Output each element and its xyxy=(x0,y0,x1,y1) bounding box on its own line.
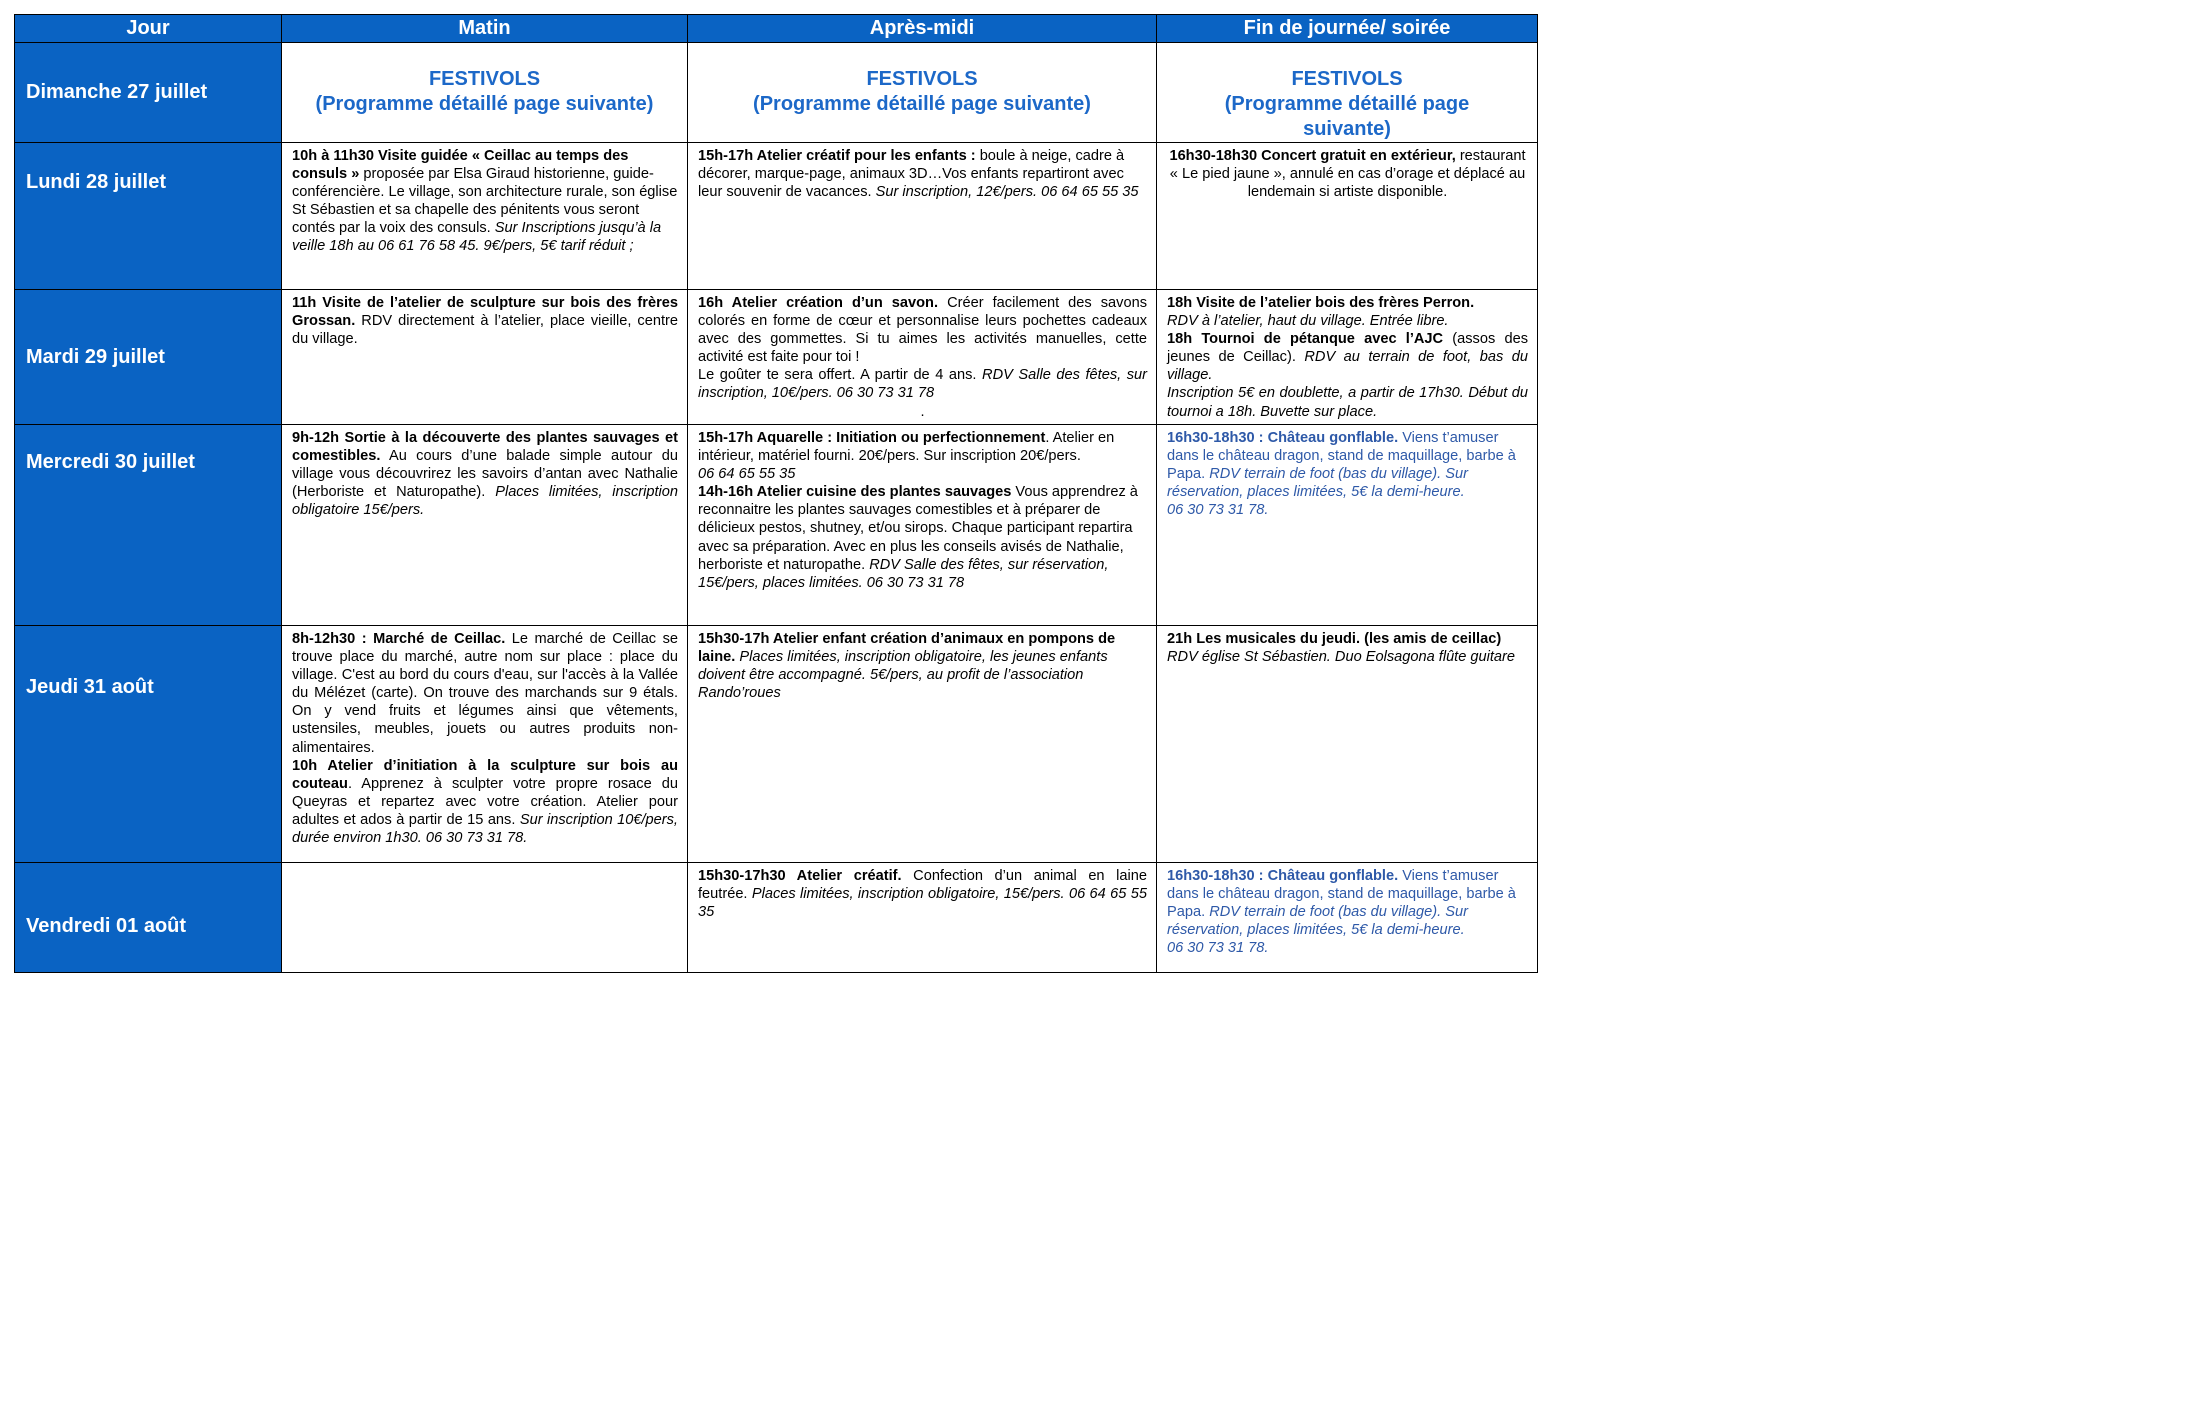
morning-cell xyxy=(282,425,688,626)
day-label: Dimanche 27 juillet xyxy=(15,43,282,143)
event-title: 18h Tournoi de pétanque avec l’AJC xyxy=(1167,331,1444,348)
event-text: Viens t’amuser dans le château dragon, stand de maquillage, barbe à Papa. xyxy=(1167,430,1516,483)
event-text: . Apprenez à sculpter votre propre rosace du Queyras et repartez avec votre création. Atelier pour adultes et ados à partir de 15 ans. xyxy=(292,775,678,828)
event-title: 15h-17h Aquarelle : Initiation ou perfectionnement xyxy=(698,430,1046,446)
event-title: 18h Visite de l’atelier bois des frères Perron. xyxy=(1167,295,1475,311)
event-info: RDV terrain de foot (bas du village). Sur réservation, places limitées, 5€ la demi-heure. xyxy=(1167,904,1468,939)
event-info: RDV à l’atelier, haut du village. Entrée libre. xyxy=(1167,313,1449,330)
festivols-title: FESTIVOLS xyxy=(866,68,978,90)
morning-cell xyxy=(282,143,688,290)
event-info: RDV au terrain de foot, bas du village. xyxy=(1167,349,1528,384)
event-title: 10h Atelier d’initiation à la sculpture sur bois au couteau xyxy=(292,757,678,792)
event-text: . Atelier en intérieur, matériel fourni. 20€/pers. Sur inscription 20€/pers. xyxy=(698,430,1115,465)
event-info: Places limitées, inscription obligatoire 15€/pers. xyxy=(292,484,678,519)
day-label: Vendredi 01 août xyxy=(15,863,282,973)
morning-cell xyxy=(282,290,688,425)
event-text: Confection d’un animal en laine feutrée. xyxy=(698,868,1147,903)
event-text: Le marché de Ceillac se trouve place du marché, autre nom sur place : place du village. C'est au bord du cours d'eau, sur l'accès à la Vallée du Mélézet (carte). On trouve des marchands sur 9 étals. On y vend fruits et légumes ainsi que vêtements, ustensiles, meubles, jouets ou autres produits non-alimentaires. xyxy=(292,631,678,756)
header-afternoon: Après-midi xyxy=(688,15,1157,43)
afternoon-cell xyxy=(688,143,1157,290)
evening-cell xyxy=(1157,626,1538,863)
schedule-table xyxy=(14,14,1538,973)
event-info: RDV Salle des fêtes, sur réservation, 15€/pers, places limitées. 06 30 73 31 78 xyxy=(698,556,1109,591)
evening-cell xyxy=(1157,425,1538,626)
event-title: 9h-12h Sortie à la découverte des plantes sauvages et comestibles. xyxy=(292,430,678,465)
event-title: 15h30-17h30 Atelier créatif. xyxy=(698,868,902,884)
day-label: Mercredi 30 juillet xyxy=(15,425,282,626)
event-title: 8h-12h30 : Marché de Ceillac. xyxy=(292,631,506,647)
table-row xyxy=(15,626,1538,863)
event-info: Sur inscription 10€/pers, durée environ 1h30. 06 30 73 31 78. xyxy=(292,811,678,847)
afternoon-cell xyxy=(688,626,1157,863)
header-day: Jour xyxy=(15,15,282,43)
event-info: Sur inscription, 12€/pers. 06 64 65 55 35 xyxy=(875,184,1139,201)
event-text: restaurant « Le pied jaune », annulé en cas d’orage et déplacé au lendemain si artiste disponible. xyxy=(1169,148,1526,201)
event-text: Créer facilement des savons colorés en forme de cœur et personnalise leurs pochettes cadeaux avec des gommettes. Si tu aimes les activités manuelles, cette activité est faite pour toi ! xyxy=(698,295,1147,366)
event-title: 14h-16h Atelier cuisine des plantes sauvages xyxy=(698,484,1012,501)
event-info: 06 64 65 55 35 xyxy=(698,466,796,483)
morning-cell xyxy=(282,43,688,143)
event-info: Sur Inscriptions jusqu’à la veille 18h au 06 61 76 58 45. 9€/pers, 5€ tarif réduit ; xyxy=(292,220,662,255)
event-title: 15h-17h Atelier créatif pour les enfants : xyxy=(698,148,976,164)
event-text: Viens t’amuser dans le château dragon, stand de maquillage, barbe à Papa. xyxy=(1167,868,1516,921)
afternoon-cell xyxy=(688,290,1157,425)
day-label: Mardi 29 juillet xyxy=(15,290,282,425)
evening-cell xyxy=(1157,143,1538,290)
event-info: Inscription 5€ en doublette, a partir de 17h30. Début du tournoi a 18h. Buvette sur place. xyxy=(1167,385,1528,420)
table-row xyxy=(15,143,1538,290)
header-morning: Matin xyxy=(282,15,688,43)
table-row xyxy=(15,863,1538,973)
event-info: 06 30 73 31 78. xyxy=(1167,940,1269,957)
event-info: RDV église St Sébastien. Duo Eolsagona flûte guitare xyxy=(1167,649,1516,666)
afternoon-cell xyxy=(688,425,1157,626)
evening-cell xyxy=(1157,863,1538,973)
event-title: 21h Les musicales du jeudi. (les amis de ceillac) xyxy=(1167,631,1502,647)
event-title: 16h30-18h30 : Château gonflable. xyxy=(1167,430,1399,446)
day-label: Lundi 28 juillet xyxy=(15,143,282,290)
event-info: Places limitées, inscription obligatoire, 15€/pers. 06 64 65 55 35 xyxy=(698,886,1147,921)
afternoon-cell xyxy=(688,863,1157,973)
event-text: (assos des jeunes de Ceillac). xyxy=(1167,331,1529,366)
event-text: RDV directement à l’atelier, place vieille, centre du village. xyxy=(292,313,678,348)
header-evening: Fin de journée/ soirée xyxy=(1157,15,1538,43)
morning-cell xyxy=(282,626,688,863)
evening-cell xyxy=(1157,290,1538,425)
event-title: 15h30-17h Atelier enfant création d’animaux en pompons de laine. xyxy=(698,631,1116,666)
event-text: boule à neige, cadre à décorer, marque-page, animaux 3D…Vos enfants repartiront avec leur souvenir de vacances. xyxy=(698,148,1125,201)
event-text: proposée par Elsa Giraud historienne, guide-conférencière. Le village, son architecture rurale, son église St Sébastien et sa chapelle des pénitents vous seront contés par la voix des consuls. xyxy=(292,166,678,237)
event-title: 16h30-18h30 Concert gratuit en extérieur, xyxy=(1169,148,1456,164)
festivols-subtitle: (Programme détaillé page suivante) xyxy=(1224,93,1470,140)
festivols-title: FESTIVOLS xyxy=(428,68,541,90)
festivols-subtitle: (Programme détaillé page suivante) xyxy=(753,93,1091,115)
table-row xyxy=(15,43,1538,143)
header-row xyxy=(15,15,1538,43)
event-text: Le goûter te sera offert. A partir de 4 ans. xyxy=(698,367,983,384)
event-title: 10h à 11h30 Visite guidée « Ceillac au temps des consuls » xyxy=(292,148,629,183)
event-info: Places limitées, inscription obligatoire, les jeunes enfants doivent être accompagné. 5€/pers, au profit de l’association Rando’roues xyxy=(698,649,1108,702)
dot-mark: . xyxy=(920,403,925,420)
day-label: Jeudi 31 août xyxy=(15,626,282,863)
event-text: Vous apprendrez à reconnaitre les plantes sauvages comestibles et à préparer de délicieux pestos, shutney, et/ou sirops. Chaque participant repartira avec sa préparation. Avec en plus les conseils avisés de Nathalie, herboriste et naturopathe. xyxy=(698,484,1138,573)
morning-cell xyxy=(282,863,688,973)
festivols-title: FESTIVOLS xyxy=(1291,68,1403,90)
event-info: RDV Salle des fêtes, sur inscription, 10€/pers. 06 30 73 31 78 xyxy=(698,367,1147,402)
event-info: 06 30 73 31 78. xyxy=(1167,502,1269,519)
event-title: 16h30-18h30 : Château gonflable. xyxy=(1167,868,1399,884)
event-title: 16h Atelier création d’un savon. xyxy=(698,295,939,311)
table-row xyxy=(15,290,1538,425)
event-text: Au cours d’une balade simple autour du village vous découvrirez les savoirs d’antan avec Nathalie (Herboriste et Naturopathe). xyxy=(292,448,678,501)
festivols-subtitle: (Programme détaillé page suivante) xyxy=(315,93,654,115)
afternoon-cell xyxy=(688,43,1157,143)
event-title: 11h Visite de l’atelier de sculpture sur bois des frères Grossan. xyxy=(292,295,678,330)
event-info: RDV terrain de foot (bas du village). Sur réservation, places limitées, 5€ la demi-heure. xyxy=(1167,466,1468,501)
table-row xyxy=(15,425,1538,626)
evening-cell xyxy=(1157,43,1538,143)
